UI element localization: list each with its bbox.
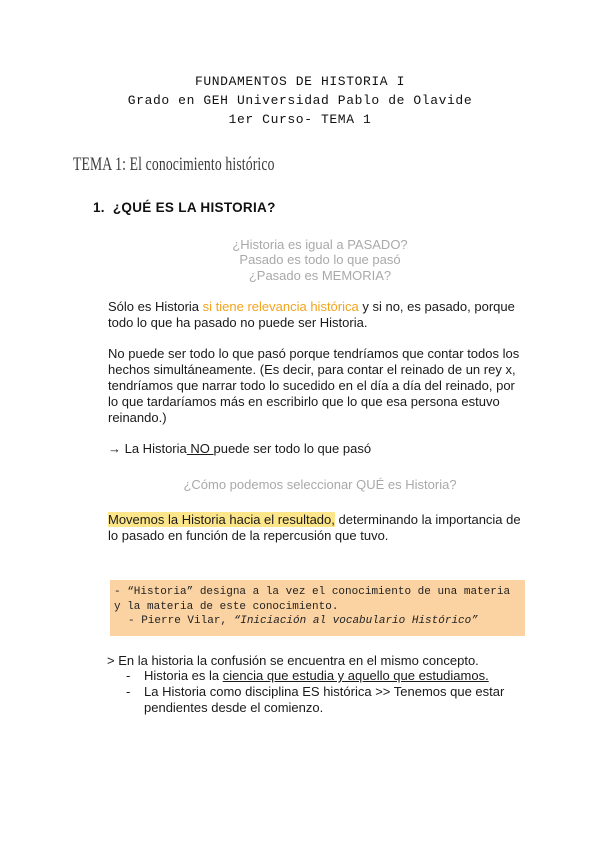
- tema-title: TEMA 1: El conocimiento histórico: [73, 154, 275, 175]
- question-1: ¿Historia es igual a PASADO?: [232, 237, 408, 252]
- paragraph-result: [108, 512, 528, 544]
- bullet-1-prefix: Historia es la: [144, 668, 223, 683]
- header-course-year: 1er Curso- TEMA 1: [228, 112, 372, 127]
- quote-text-block: [114, 585, 522, 629]
- paragraph-result-rest: determinando la importancia de lo pasado en función de la repercusión que tuvo.: [108, 512, 521, 543]
- quote-author: [114, 614, 522, 629]
- section-title: ¿QUÉ ES LA HISTORIA?: [112, 200, 276, 215]
- question-3: ¿Pasado es MEMORIA?: [248, 268, 392, 283]
- paragraph-simultaneous: No puede ser todo lo que pasó porque tendríamos que contar todos los hechos simultáneamente. (Es decir, para contar el reinado de un rey x, tendríamos que narrar todo lo sucedido en el día a día del reinado, por lo que tardaríamos más en escribirlo que lo que esa persona estuvo reinando.): [108, 346, 520, 425]
- section-heading: [93, 200, 276, 215]
- paragraph-relevance: [108, 299, 528, 331]
- paragraph-relevance-end: y si no, es pasado, porque todo lo que ha pasado no puede ser Historia.: [108, 299, 515, 330]
- relevance-highlight: si tiene relevancia histórica: [202, 299, 359, 314]
- paragraph-confusion: > En la historia la confusión se encuentra en el mismo concepto.: [107, 653, 479, 668]
- list-item: [124, 668, 544, 684]
- dash-bullet-icon: -: [126, 668, 131, 683]
- quote-text: - “Historia” designa a la vez el conocimiento de una materia y la materia de este conocimiento.: [114, 586, 511, 613]
- bullet-1-underlined: ciencia que estudia y aquello que estudiamos.: [222, 668, 489, 683]
- arrow-statement-suffix: puede ser todo lo que pasó: [213, 441, 372, 456]
- list-item: [124, 684, 544, 716]
- section-number: 1.: [93, 200, 105, 215]
- dash-bullet-icon: -: [126, 684, 131, 699]
- quote-box: [110, 580, 525, 636]
- arrow-statement-prefix: → La Historia: [108, 441, 187, 456]
- bullet-2-text: La Historia como disciplina ES histórica >> Tenemos que estar pendientes desde el comienzo.: [144, 684, 505, 715]
- quote-author-work: “Iniciación al vocabulario Histórico”: [233, 615, 478, 627]
- question-4: ¿Cómo podemos seleccionar QUÉ es Historia?: [183, 477, 457, 492]
- arrow-statement: [108, 441, 371, 456]
- bullet-list: [124, 668, 544, 716]
- header-course-title: FUNDAMENTOS DE HISTORIA I: [194, 74, 406, 89]
- question-2: Pasado es todo lo que pasó: [239, 252, 401, 267]
- paragraph-relevance-start: Sólo es Historia: [108, 299, 203, 314]
- result-highlight: Movemos la Historia hacia el resultado,: [108, 512, 335, 527]
- header-degree: Grado en GEH Universidad Pablo de Olavide: [127, 93, 473, 108]
- quote-author-name: - Pierre Vilar,: [128, 615, 234, 627]
- arrow-statement-no: NO: [186, 441, 214, 456]
